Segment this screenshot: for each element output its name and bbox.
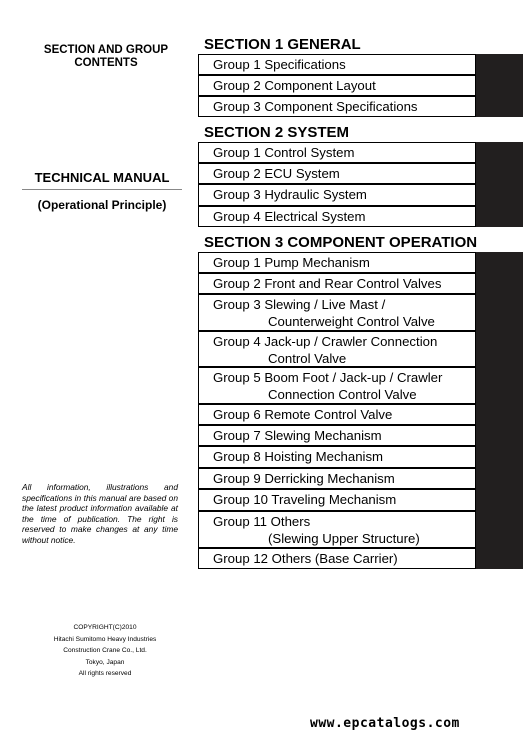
contents-title-line1: SECTION AND GROUP	[43, 44, 169, 56]
toc-label: Group 2 ECU System	[213, 166, 340, 181]
toc-row-s2-g3[interactable]	[198, 184, 476, 206]
toc-row-s1-g2[interactable]	[198, 75, 476, 96]
section-2-thumb-tab[interactable]	[476, 142, 523, 227]
manual-subtitle: (Operational Principle)	[37, 198, 167, 212]
manual-title: TECHNICAL MANUAL	[22, 170, 182, 190]
section-1-thumb-tab[interactable]	[476, 54, 523, 117]
toc-label: Group 4 Jack-up / Crawler Connection	[213, 334, 438, 349]
copyright-line: Tokyo, Japan	[85, 658, 125, 666]
copyright-line: Hitachi Sumitomo Heavy Industries	[53, 635, 157, 643]
section-3-thumb-tab[interactable]	[476, 252, 523, 569]
toc-row-s2-g4[interactable]	[198, 206, 476, 227]
contents-title	[22, 44, 190, 70]
toc-label: Group 1 Control System	[213, 145, 355, 160]
disclaimer-text: All information, illustrations and specifications in this manual are based on the latest product information available at the time of publication. The right is reserved to make changes at any time without notice.	[22, 482, 178, 545]
section-2-heading: SECTION 2 SYSTEM	[204, 124, 350, 141]
toc-row-s1-g1[interactable]	[198, 54, 476, 75]
toc-label: Group 6 Remote Control Valve	[213, 407, 393, 422]
toc-label: Group 10 Traveling Mechanism	[213, 492, 397, 507]
toc-row-s2-g2[interactable]	[198, 163, 476, 184]
toc-row-s3-g5[interactable]	[198, 367, 476, 404]
toc-label: Group 3 Slewing / Live Mast /	[213, 297, 386, 312]
toc-label: Group 9 Derricking Mechanism	[213, 471, 395, 486]
section-1-heading: SECTION 1 GENERAL	[204, 36, 361, 53]
toc-label: Group 7 Slewing Mechanism	[213, 428, 382, 443]
toc-label: Group 11 Others	[213, 514, 311, 529]
toc-label: Group 1 Pump Mechanism	[213, 255, 370, 270]
section-3-heading: SECTION 3 COMPONENT OPERATION	[204, 234, 478, 251]
contents-title-line2: CONTENTS	[74, 57, 138, 69]
toc-row-s3-g6[interactable]	[198, 404, 476, 425]
toc-row-s3-g10[interactable]	[198, 489, 476, 511]
toc-label: Group 3 Component Specifications	[213, 99, 418, 114]
toc-row-s3-g3[interactable]	[198, 294, 476, 331]
toc-label: Group 12 Others (Base Carrier)	[213, 551, 398, 566]
toc-row-s3-g8[interactable]	[198, 446, 476, 468]
toc-row-s3-g4[interactable]	[198, 331, 476, 367]
toc-label-continued: Control Valve	[268, 351, 347, 366]
footer-url[interactable]: www.epcatalogs.com	[310, 716, 460, 731]
copyright-line: All rights reserved	[78, 670, 132, 678]
copyright-line: Construction Crane Co., Ltd.	[63, 647, 147, 655]
toc-label-continued: Counterweight Control Valve	[268, 314, 435, 329]
toc-row-s3-g1[interactable]	[198, 252, 476, 273]
toc-row-s3-g9[interactable]	[198, 468, 476, 489]
toc-label-continued: Connection Control Valve	[268, 387, 417, 402]
toc-label: Group 4 Electrical System	[213, 209, 366, 224]
copyright-line: COPYRIGHT(C)2010	[73, 624, 137, 631]
copyright-block	[40, 622, 170, 680]
toc-row-s1-g3[interactable]	[198, 96, 476, 117]
toc-row-s3-g2[interactable]	[198, 273, 476, 294]
toc-label: Group 1 Specifications	[213, 57, 346, 72]
toc-label: Group 5 Boom Foot / Jack-up / Crawler	[213, 370, 443, 385]
toc-row-s3-g12[interactable]	[198, 548, 476, 569]
toc-label: Group 2 Front and Rear Control Valves	[213, 276, 442, 291]
toc-label: Group 2 Component Layout	[213, 78, 376, 93]
toc-label: Group 8 Hoisting Mechanism	[213, 449, 384, 464]
toc-label-continued: (Slewing Upper Structure)	[268, 531, 420, 546]
toc-row-s2-g1[interactable]	[198, 142, 476, 163]
toc-row-s3-g11[interactable]	[198, 511, 476, 548]
toc-row-s3-g7[interactable]	[198, 425, 476, 446]
toc-label: Group 3 Hydraulic System	[213, 187, 367, 202]
